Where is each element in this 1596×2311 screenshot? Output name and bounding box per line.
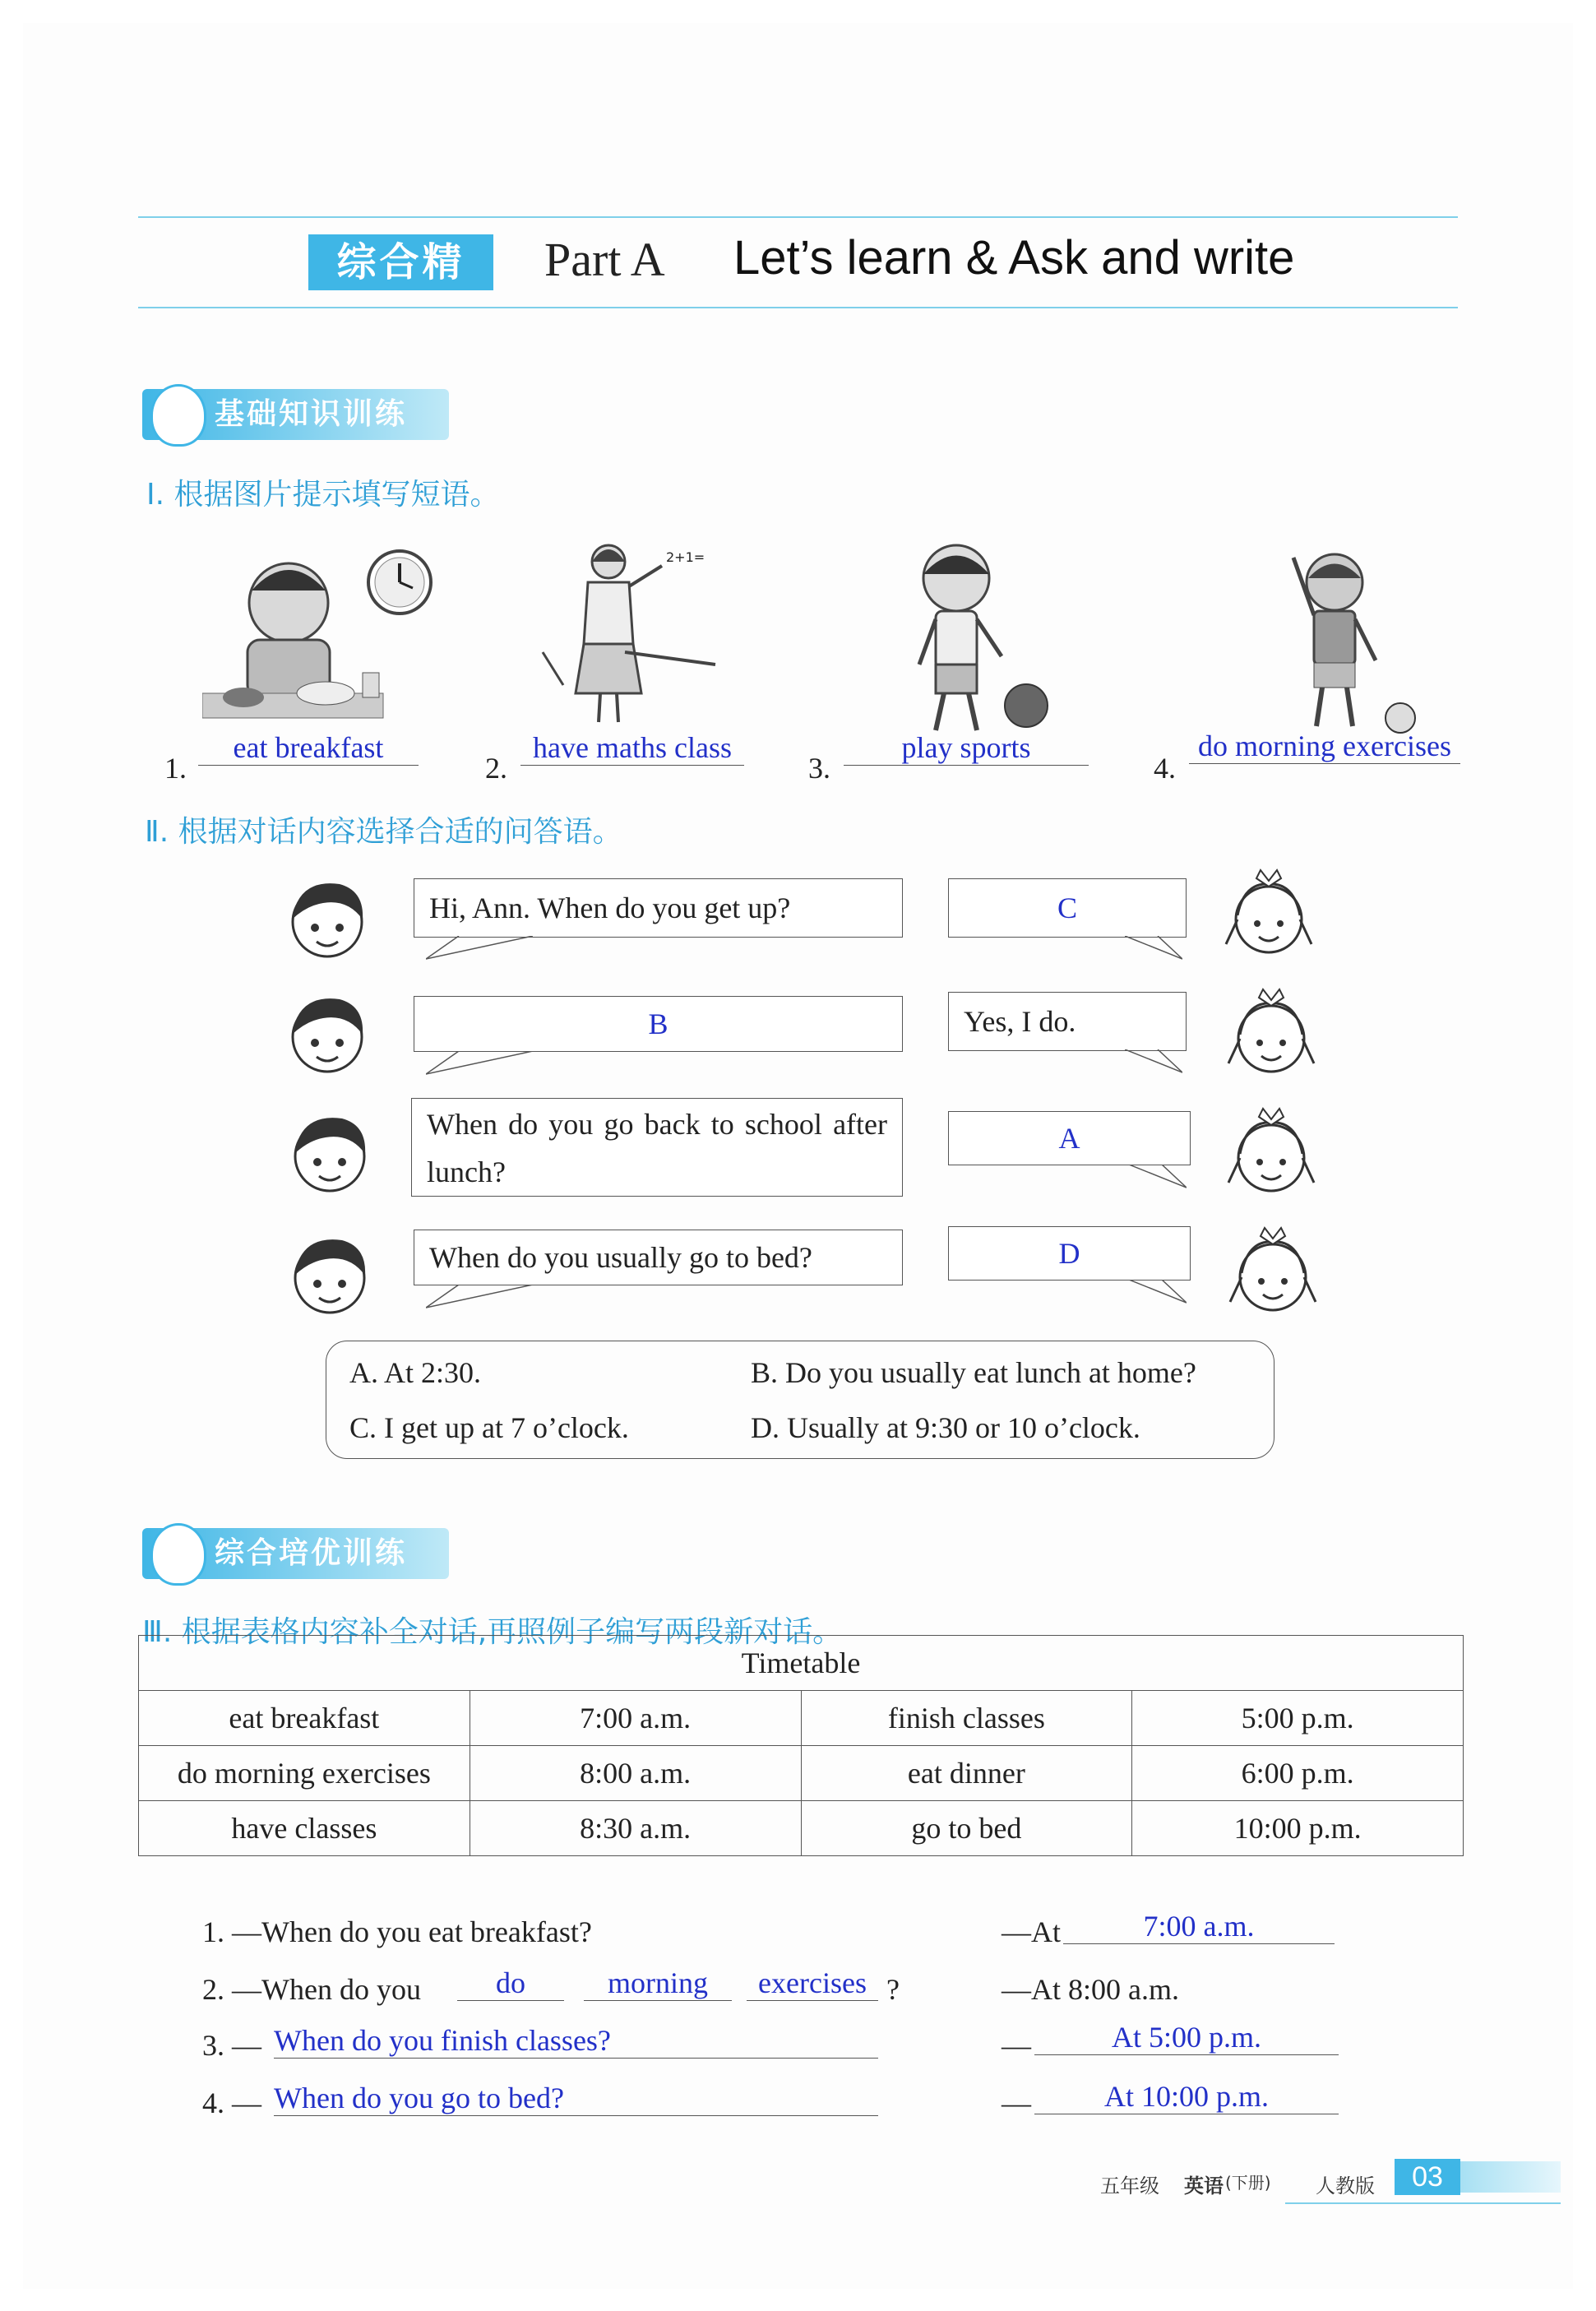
- table-cell: 8:30 a.m.: [470, 1801, 801, 1856]
- teacher-maths-class-picture: [526, 537, 732, 726]
- table-cell: eat dinner: [801, 1746, 1132, 1801]
- dialog4-number: 4. —: [202, 2086, 261, 2119]
- board-text: 2+1=: [666, 549, 705, 565]
- dialog2-answer: —At 8:00 a.m.: [1002, 1973, 1179, 2006]
- banner-comprehensive-training: [142, 1528, 449, 1579]
- footer-volume: (下册): [1225, 2173, 1271, 2193]
- boy-face-icon: [282, 874, 372, 961]
- girl-face-icon: [1224, 1224, 1322, 1318]
- header-bottom-rule: [138, 307, 1458, 308]
- header-top-rule: [138, 216, 1458, 218]
- table-cell: 6:00 p.m.: [1132, 1746, 1464, 1801]
- dialog2-blank-do[interactable]: do: [457, 1966, 564, 2001]
- page-number: 03: [1395, 2159, 1460, 2195]
- table-title-row: [139, 1636, 1464, 1691]
- page-title: Let’s learn & Ask and write: [733, 231, 1295, 285]
- answer-bubble-2: Yes, I do.: [948, 992, 1187, 1051]
- dialog4-question[interactable]: When do you go to bed?: [274, 2081, 878, 2116]
- table-row: [139, 1801, 1464, 1856]
- banner-basic-training: [142, 389, 449, 440]
- answer-play-sports[interactable]: play sports: [844, 730, 1089, 766]
- section3-heading: Ⅲ. 根据表格内容补全对话,再照例子编写两段新对话。: [142, 1615, 843, 1649]
- boy-face-icon: [282, 989, 372, 1076]
- answer-eat-breakfast[interactable]: eat breakfast: [198, 730, 419, 766]
- option-a: A. At 2:30.: [349, 1356, 482, 1389]
- table-cell: finish classes: [801, 1691, 1132, 1746]
- dialog2-blank-morning[interactable]: morning: [584, 1966, 732, 2001]
- table-cell: 10:00 p.m.: [1132, 1801, 1464, 1856]
- dialog1-at: —At: [1002, 1915, 1061, 1948]
- dialog4-dash: —: [1002, 2086, 1031, 2119]
- answer-do-morning-exercises[interactable]: do morning exercises: [1189, 729, 1460, 764]
- table-row: [139, 1746, 1464, 1801]
- table-title: Timetable: [139, 1636, 1464, 1691]
- footer-subject: 英语: [1184, 2174, 1224, 2198]
- boy-face-icon: [285, 1109, 375, 1195]
- table-cell: have classes: [139, 1801, 470, 1856]
- dialog3-number: 3. —: [202, 2029, 261, 2062]
- footer-edition: 人教版: [1316, 2174, 1375, 2198]
- table-cell: 5:00 p.m.: [1132, 1691, 1464, 1746]
- footer-rule: [1285, 2202, 1561, 2204]
- mascot-icon: [150, 1523, 206, 1586]
- bubble-tail: [1129, 1165, 1187, 1189]
- girl-morning-exercises-picture: [1244, 541, 1425, 739]
- question-bubble-3: When do you go back to school after lunch?: [411, 1098, 903, 1197]
- boy-eating-breakfast-picture: [202, 529, 437, 734]
- bubble-tail: [1125, 1049, 1182, 1074]
- dialog2-question-mark: ?: [886, 1973, 900, 2006]
- question-bubble-4: When do you usually go to bed?: [414, 1230, 903, 1285]
- item3-number: 3.: [808, 752, 830, 785]
- banner-comprehensive-label: 综合培优训练: [215, 1536, 408, 1570]
- bubble-tail: [1129, 1280, 1187, 1304]
- bubble-tail: [1125, 936, 1182, 961]
- dialog3-answer[interactable]: At 5:00 p.m.: [1034, 2020, 1339, 2055]
- header-badge: 综合精: [308, 234, 493, 290]
- answer-have-maths-class[interactable]: have maths class: [520, 730, 744, 766]
- boy-face-icon: [285, 1230, 375, 1317]
- bubble-tail: [426, 1051, 533, 1076]
- footer-accent-bar: [1460, 2161, 1561, 2193]
- item2-number: 2.: [485, 752, 507, 785]
- boy-playing-sports-picture: [878, 541, 1059, 739]
- dialog2-blank-exercises[interactable]: exercises: [747, 1966, 878, 2001]
- table-cell: eat breakfast: [139, 1691, 470, 1746]
- girl-face-icon: [1222, 1105, 1321, 1199]
- page: [23, 23, 1573, 2289]
- dialog3-dash: —: [1002, 2029, 1031, 2062]
- bubble-tail: [426, 1285, 533, 1309]
- section1-heading: Ⅰ. 根据图片提示填写短语。: [146, 478, 500, 512]
- bubble-tail: [426, 936, 533, 961]
- dialog1-answer[interactable]: 7:00 a.m.: [1063, 1909, 1335, 1944]
- mascot-icon: [150, 384, 206, 447]
- question-bubble-1: Hi, Ann. When do you get up?: [414, 878, 903, 938]
- dialog4-answer[interactable]: At 10:00 p.m.: [1034, 2079, 1339, 2114]
- girl-face-icon: [1219, 866, 1318, 961]
- timetable: [138, 1635, 1464, 1856]
- answer-bubble-4[interactable]: D: [948, 1226, 1191, 1281]
- option-b: B. Do you usually eat lunch at home?: [751, 1356, 1196, 1389]
- section2-heading: Ⅱ. 根据对话内容选择合适的问答语。: [145, 815, 622, 849]
- answer-bubble-3[interactable]: A: [948, 1111, 1191, 1165]
- girl-face-icon: [1222, 985, 1321, 1080]
- table-cell: go to bed: [801, 1801, 1132, 1856]
- table-cell: 8:00 a.m.: [470, 1746, 801, 1801]
- table-cell: 7:00 a.m.: [470, 1691, 801, 1746]
- item1-number: 1.: [164, 752, 187, 785]
- item4-number: 4.: [1154, 752, 1176, 785]
- option-c: C. I get up at 7 o’clock.: [349, 1411, 629, 1444]
- table-row: [139, 1691, 1464, 1746]
- dialog1-question: 1. —When do you eat breakfast?: [202, 1915, 592, 1948]
- banner-basic-label: 基础知识训练: [215, 397, 408, 431]
- answer-bubble-1[interactable]: C: [948, 878, 1187, 938]
- option-d: D. Usually at 9:30 or 10 o’clock.: [751, 1411, 1140, 1444]
- dialog3-question[interactable]: When do you finish classes?: [274, 2023, 878, 2059]
- part-label: Part A: [544, 233, 665, 286]
- table-cell: do morning exercises: [139, 1746, 470, 1801]
- footer-grade: 五年级: [1100, 2174, 1159, 2198]
- question-bubble-2[interactable]: B: [414, 996, 903, 1052]
- dialog2-question: 2. —When do you: [202, 1973, 421, 2006]
